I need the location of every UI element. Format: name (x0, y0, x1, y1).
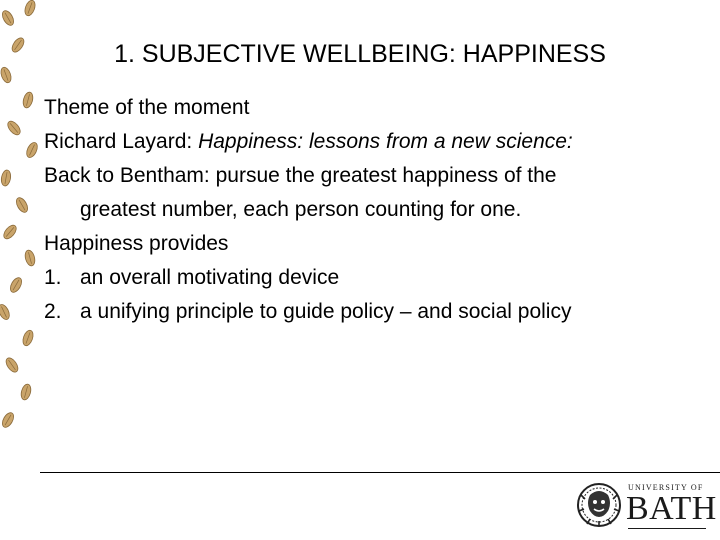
book-title: Happiness: lessons from a new science: (198, 130, 573, 153)
university-crest-icon (576, 481, 622, 529)
list-item-2 (44, 295, 704, 329)
footer-divider (40, 472, 720, 473)
body-line-happiness-provides: Happiness provides (44, 232, 229, 255)
list-text-2: a unifying principle to guide policy – and social policy (80, 300, 572, 323)
body-line-layard (44, 125, 704, 159)
bentham-second-line (44, 193, 704, 227)
university-logo (576, 481, 717, 531)
list-number-1: 1. (44, 266, 62, 289)
slide-body (44, 91, 704, 329)
logo-bath: BATH (626, 490, 717, 527)
slide-title: 1. SUBJECTIVE WELLBEING: HAPPINESS (114, 40, 606, 68)
list-item-1 (44, 261, 704, 295)
logo-university-of: UNIVERSITY OF (628, 483, 704, 492)
wheat-grain-decoration (0, 0, 40, 440)
logo-underline (628, 528, 706, 529)
bentham-first-line: Back to Bentham: pursue the greatest happiness of the (44, 164, 557, 187)
wheat-grain-icon (0, 66, 13, 84)
body-line-bentham (44, 159, 704, 227)
body-line-theme: Theme of the moment (44, 96, 250, 119)
bentham-second-text: greatest number, each person counting for one. (80, 198, 522, 221)
wheat-grain-icon (0, 303, 11, 321)
list-number-2: 2. (44, 300, 62, 323)
list-text-1: an overall motivating device (80, 266, 340, 289)
layard-prefix: Richard Layard: (44, 130, 199, 153)
